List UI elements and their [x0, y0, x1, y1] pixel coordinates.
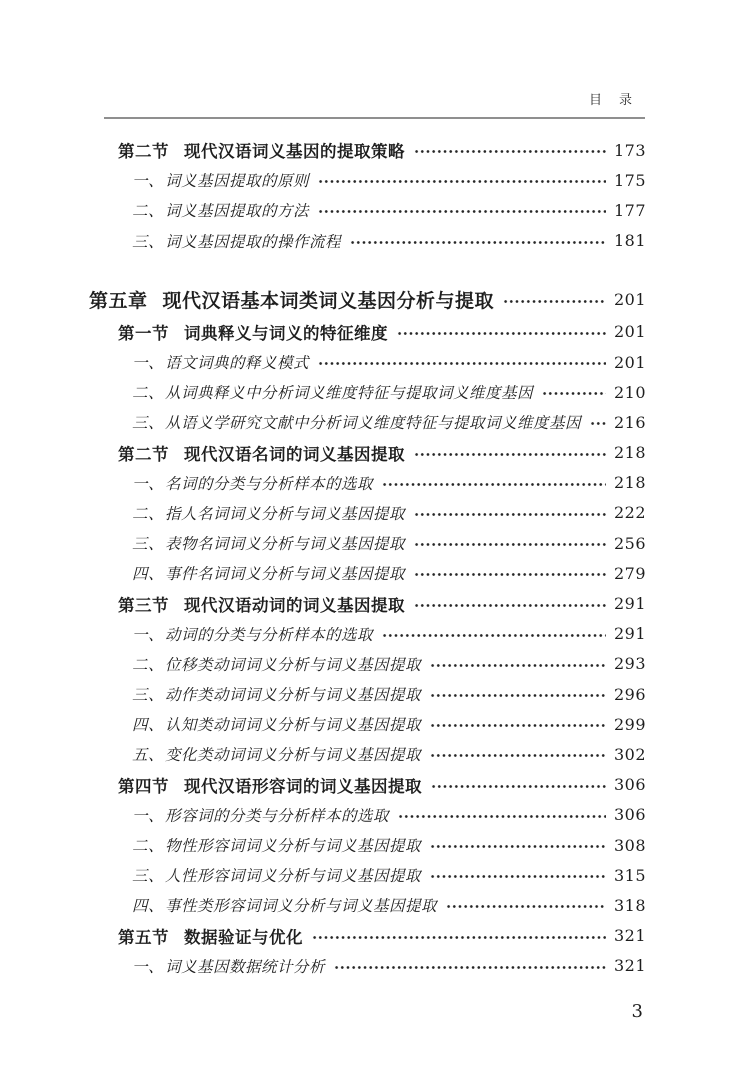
- toc-entry: [89, 347, 646, 377]
- dot-leader: [414, 571, 606, 578]
- toc-entry-title: 从语义学研究文献中分析词义维度特征与提取词义维度基因: [165, 414, 582, 433]
- dot-leader: [414, 541, 606, 548]
- dot-leader: [398, 813, 606, 820]
- toc-entry-page-number: 175: [613, 170, 646, 190]
- toc-entry-title: 人性形容词词义分析与词义基因提取: [165, 867, 422, 886]
- toc-entry-title: 动作类动词词义分析与词义基因提取: [165, 686, 422, 705]
- toc-entry-title: 名词的分类与分析样本的选取: [165, 474, 374, 493]
- dot-leader: [318, 178, 606, 185]
- toc-block: [89, 283, 646, 981]
- toc-entry-label: 一、: [132, 625, 165, 644]
- toc-entry-label: 第一节: [118, 323, 169, 343]
- dot-leader: [430, 752, 606, 759]
- toc-entry-title: 现代汉语形容词的词义基因提取: [184, 776, 422, 796]
- toc-entry-title: 事件名词词义分析与词义基因提取: [165, 565, 406, 584]
- toc-entry-title: 形容词的分类与分析样本的选取: [165, 806, 390, 825]
- toc-entry-page-number: 302: [613, 744, 646, 764]
- toc-entry-label: 三、: [132, 232, 165, 251]
- toc-entry-title: 现代汉语词义基因的提取策略: [184, 142, 405, 162]
- toc-entry: [89, 226, 646, 256]
- toc-entry-label: 五、: [132, 746, 165, 765]
- toc-entry: [89, 438, 646, 468]
- toc-entry: [89, 709, 646, 739]
- toc-entry-title: 物性形容词词义分析与词义基因提取: [165, 837, 422, 856]
- toc-entry: [89, 528, 646, 558]
- toc-entry-page-number: 201: [613, 322, 646, 342]
- toc-entry-page-number: 321: [613, 956, 646, 976]
- dot-leader: [318, 360, 606, 367]
- toc-entry-page-number: 306: [613, 805, 646, 825]
- toc-block: [89, 135, 646, 256]
- toc-entry: [89, 770, 646, 800]
- toc-entry-label: 四、: [132, 897, 165, 916]
- toc-entry-title: 数据验证与优化: [184, 927, 303, 947]
- toc-entry-title: 词义基因提取的原则: [165, 172, 310, 191]
- toc-entry-page-number: 210: [613, 382, 646, 402]
- toc-entry-title: 变化类动词词义分析与词义基因提取: [165, 746, 422, 765]
- toc-entry-page-number: 308: [613, 835, 646, 855]
- toc-entry-label: 第二节: [118, 444, 169, 464]
- dot-leader: [590, 420, 606, 427]
- dot-leader: [414, 511, 606, 518]
- dot-leader: [430, 873, 606, 880]
- toc-entry-page-number: 291: [613, 624, 646, 644]
- toc-entry-page-number: 321: [613, 926, 646, 946]
- toc-entry-title: 现代汉语名词的词义基因提取: [184, 444, 405, 464]
- toc-entry: [89, 830, 646, 860]
- toc-entry: [89, 135, 646, 165]
- toc-entry-page-number: 218: [613, 443, 646, 463]
- dot-leader: [430, 722, 606, 729]
- toc-entry-title: 动词的分类与分析样本的选取: [165, 625, 374, 644]
- toc-entry: [89, 649, 646, 679]
- toc-entry-label: 第二节: [118, 142, 169, 162]
- dot-leader: [397, 330, 606, 337]
- toc-entry-title: 事性类形容词词义分析与词义基因提取: [165, 897, 438, 916]
- toc-entry-page-number: 279: [613, 563, 646, 583]
- toc-entry-title: 语文词典的释义模式: [165, 354, 310, 373]
- toc-entry: [89, 679, 646, 709]
- toc-entry-page-number: 291: [613, 594, 646, 614]
- dot-leader: [431, 783, 606, 790]
- toc-entry-page-number: 173: [613, 140, 646, 160]
- dot-leader: [542, 390, 606, 397]
- dot-leader: [503, 298, 606, 305]
- toc-entry-label: 三、: [132, 535, 165, 554]
- toc-entry-label: 一、: [132, 957, 165, 976]
- toc-entry: [89, 619, 646, 649]
- toc-entry-label: 一、: [132, 172, 165, 191]
- toc-entry: [89, 377, 646, 407]
- toc-entry-page-number: 256: [613, 533, 646, 553]
- toc-entry-title: 认知类动词词义分析与词义基因提取: [165, 716, 422, 735]
- toc-entry-title: 指人名词词义分析与词义基因提取: [165, 504, 406, 523]
- toc-entry-title: 从词典释义中分析词义维度特征与提取词义维度基因: [165, 384, 534, 403]
- toc-entry: [89, 588, 646, 618]
- toc-entry: [89, 498, 646, 528]
- dot-leader: [414, 451, 606, 458]
- toc-entry-title: 词义基因提取的方法: [165, 202, 310, 221]
- toc-entry-page-number: 315: [613, 865, 646, 885]
- toc-entry-page-number: 222: [613, 503, 646, 523]
- page-header-title: 目 录: [588, 93, 634, 108]
- toc-entry: [89, 739, 646, 769]
- toc-entry: [89, 921, 646, 951]
- dot-leader: [430, 662, 606, 669]
- toc-entry-label: 三、: [132, 414, 165, 433]
- dot-leader: [318, 208, 606, 215]
- toc-entry-title: 词典释义与词义的特征维度: [184, 323, 388, 343]
- toc-entry-page-number: 218: [613, 473, 646, 493]
- toc-entry-title: 词义基因提取的操作流程: [165, 232, 342, 251]
- toc-entry-page-number: 177: [613, 200, 646, 220]
- toc-entry: [89, 165, 646, 195]
- toc-entry: [89, 890, 646, 920]
- header-rule: [104, 117, 645, 119]
- toc-entry-title: 现代汉语动词的词义基因提取: [184, 595, 405, 615]
- dot-leader: [382, 632, 606, 639]
- dot-leader: [312, 934, 606, 941]
- toc-entry: [89, 317, 646, 347]
- dot-leader: [350, 239, 606, 246]
- toc-entry-page-number: 201: [613, 352, 646, 372]
- toc-entry-page-number: 296: [613, 684, 646, 704]
- toc-entry-page-number: 293: [613, 654, 646, 674]
- toc-entry: [89, 468, 646, 498]
- toc-entry-label: 二、: [132, 837, 165, 856]
- toc-entry-label: 一、: [132, 354, 165, 373]
- toc-entry-label: 第五节: [118, 927, 169, 947]
- toc-entry-label: 二、: [132, 504, 165, 523]
- page-number: 3: [631, 1001, 643, 1022]
- toc-entry-label: 三、: [132, 686, 165, 705]
- toc-entry-label: 第五章: [89, 290, 148, 313]
- toc-entry-page-number: 181: [613, 231, 646, 251]
- toc-entry: [89, 860, 646, 890]
- toc-entry-title: 表物名词词义分析与词义基因提取: [165, 535, 406, 554]
- dot-leader: [414, 148, 606, 155]
- dot-leader: [382, 481, 606, 488]
- toc-entry: [89, 283, 646, 317]
- toc-entry-page-number: 201: [613, 290, 646, 310]
- toc-entry-label: 一、: [132, 806, 165, 825]
- toc-entry: [89, 800, 646, 830]
- toc-entry-label: 二、: [132, 202, 165, 221]
- toc-entry: [89, 407, 646, 437]
- toc-entry: [89, 195, 646, 225]
- toc-entry: [89, 951, 646, 981]
- toc-entry-page-number: 299: [613, 714, 646, 734]
- toc-entry-label: 三、: [132, 867, 165, 886]
- toc-entry: [89, 558, 646, 588]
- toc-entry-label: 一、: [132, 474, 165, 493]
- dot-leader: [334, 964, 606, 971]
- toc-entry-page-number: 216: [613, 412, 646, 432]
- toc-entry-page-number: 306: [613, 775, 646, 795]
- toc-entry-label: 第四节: [118, 776, 169, 796]
- dot-leader: [430, 692, 606, 699]
- dot-leader: [446, 903, 606, 910]
- toc-entry-title: 位移类动词词义分析与词义基因提取: [165, 655, 422, 674]
- dot-leader: [430, 843, 606, 850]
- toc-entry-title: 词义基因数据统计分析: [165, 957, 326, 976]
- toc-list: [89, 135, 646, 981]
- toc-entry-label: 二、: [132, 384, 165, 403]
- toc-entry-label: 二、: [132, 655, 165, 674]
- dot-leader: [414, 602, 606, 609]
- toc-entry-page-number: 318: [613, 895, 646, 915]
- toc-entry-label: 四、: [132, 565, 165, 584]
- toc-entry-label: 四、: [132, 716, 165, 735]
- toc-entry-label: 第三节: [118, 595, 169, 615]
- toc-entry-title: 现代汉语基本词类词义基因分析与提取: [162, 290, 495, 313]
